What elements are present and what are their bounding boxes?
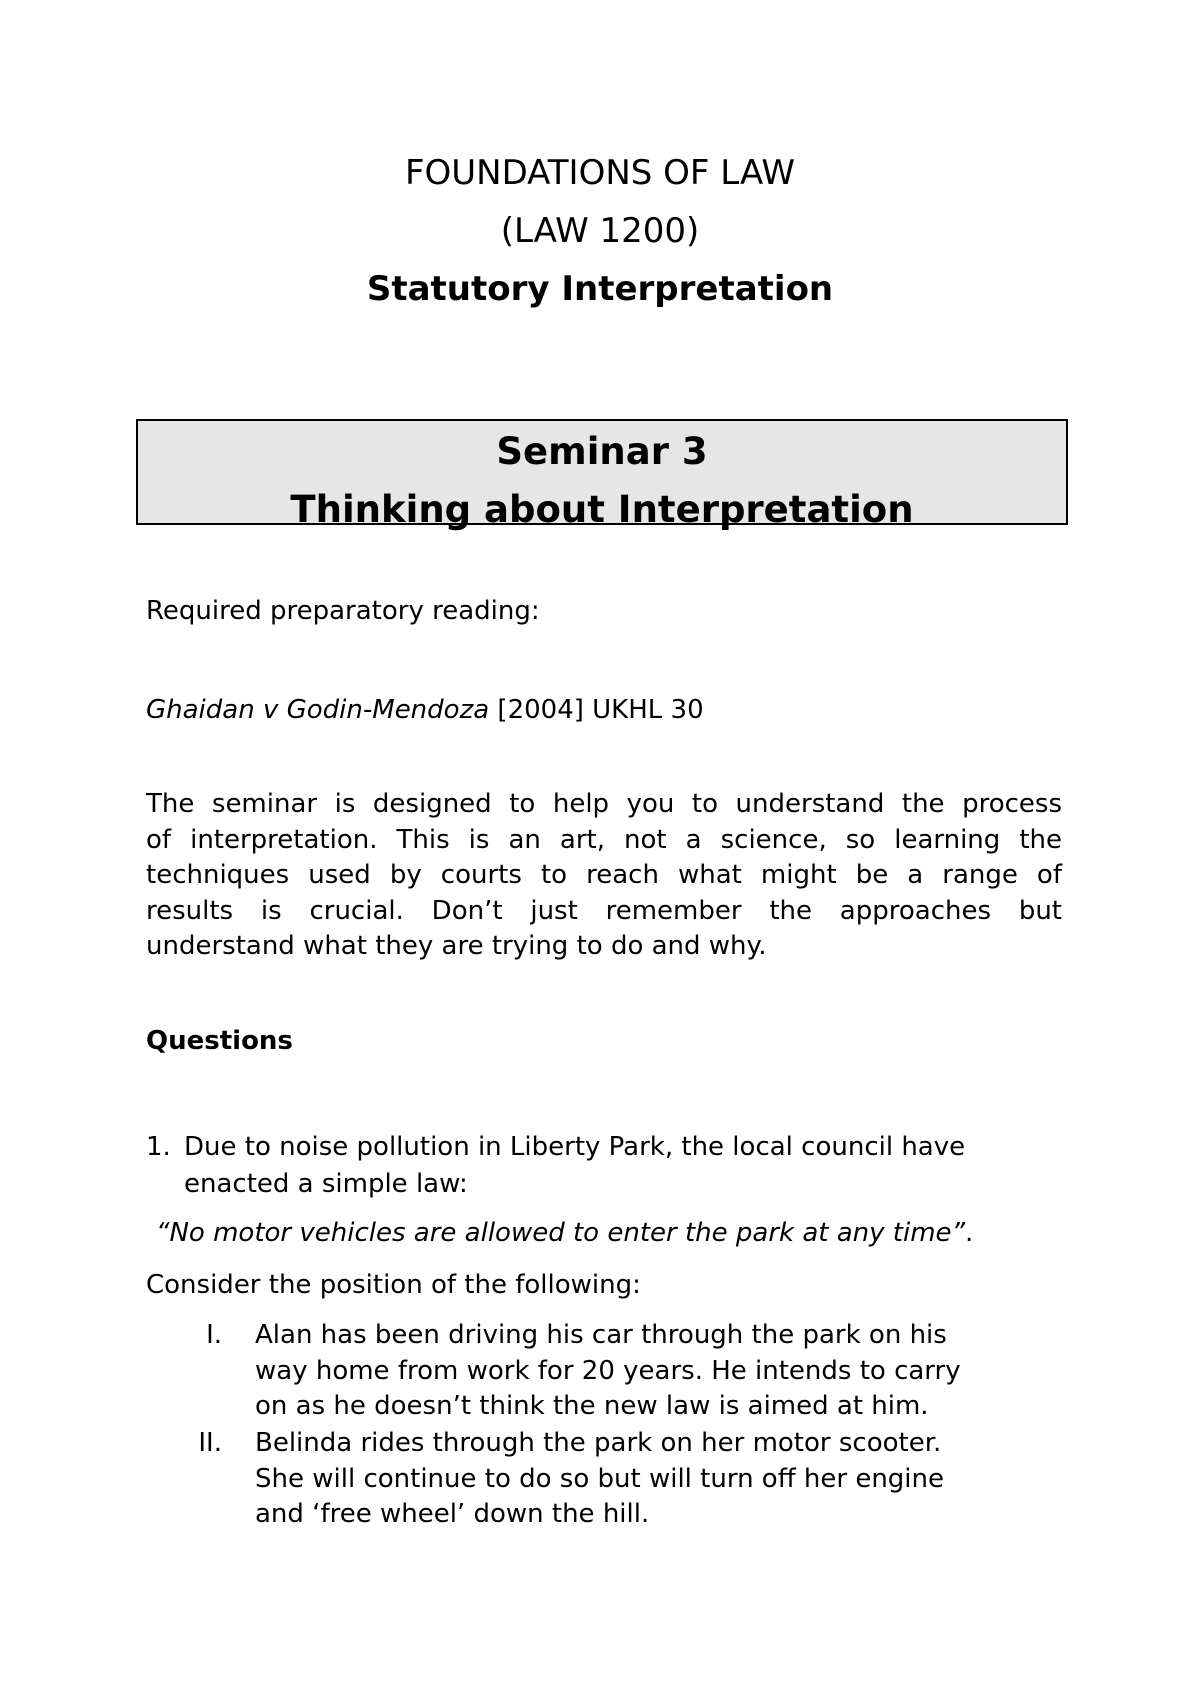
topic-title: Statutory Interpretation xyxy=(366,269,834,309)
consider-line: Consider the position of the following: xyxy=(146,1270,641,1300)
intro-line: techniques used by courts to reach what might be a range of xyxy=(146,860,1062,890)
course-code: (LAW 1200) xyxy=(500,211,700,251)
seminar-title: Thinking about Interpretation xyxy=(290,488,914,531)
law-quote-end: . xyxy=(965,1218,974,1248)
question-number: 1. xyxy=(146,1132,171,1162)
intro-line: results is crucial. Don’t just remember the approaches but xyxy=(146,895,1062,926)
title-block xyxy=(0,144,1200,318)
question-line: enacted a simple law: xyxy=(184,1169,468,1199)
seminar-number: Seminar 3 xyxy=(496,430,708,473)
reading-case xyxy=(146,693,1062,729)
case-citation: [2004] UKHL 30 xyxy=(489,695,704,725)
intro-line: of interpretation. This is an art, not a science, so learning the xyxy=(146,824,1062,855)
course-title: FOUNDATIONS OF LAW xyxy=(404,153,796,193)
intro-paragraph xyxy=(146,787,1062,965)
question-line: Due to noise pollution in Liberty Park, the local council have xyxy=(184,1132,966,1162)
seminar-box xyxy=(136,419,1068,531)
intro-line: understand what they are trying to do and why. xyxy=(146,931,767,961)
subitem-numeral: II. xyxy=(198,1428,222,1458)
law-quote xyxy=(156,1216,1072,1252)
case-name: Ghaidan v Godin-Mendoza xyxy=(146,695,490,725)
subitem-line: on as he doesn’t think the new law is aimed at him. xyxy=(255,1391,929,1421)
subitem-line: way home from work for 20 years. He intends to carry xyxy=(255,1356,961,1386)
subitem-numeral: I. xyxy=(206,1320,222,1350)
subitem-line: Belinda rides through the park on her motor scooter. xyxy=(255,1428,942,1458)
questions-heading: Questions xyxy=(146,1026,293,1056)
subitem-line: Alan has been driving his car through the park on his xyxy=(255,1320,947,1350)
intro-line: The seminar is designed to help you to understand the process xyxy=(146,789,1062,819)
law-quote-text: “No motor vehicles are allowed to enter the park at any time” xyxy=(156,1218,966,1248)
reading-label: Required preparatory reading: xyxy=(146,596,540,626)
subitem-line: and ‘free wheel’ down the hill. xyxy=(255,1499,650,1529)
subitem-line: She will continue to do so but will turn off her engine xyxy=(255,1464,944,1494)
